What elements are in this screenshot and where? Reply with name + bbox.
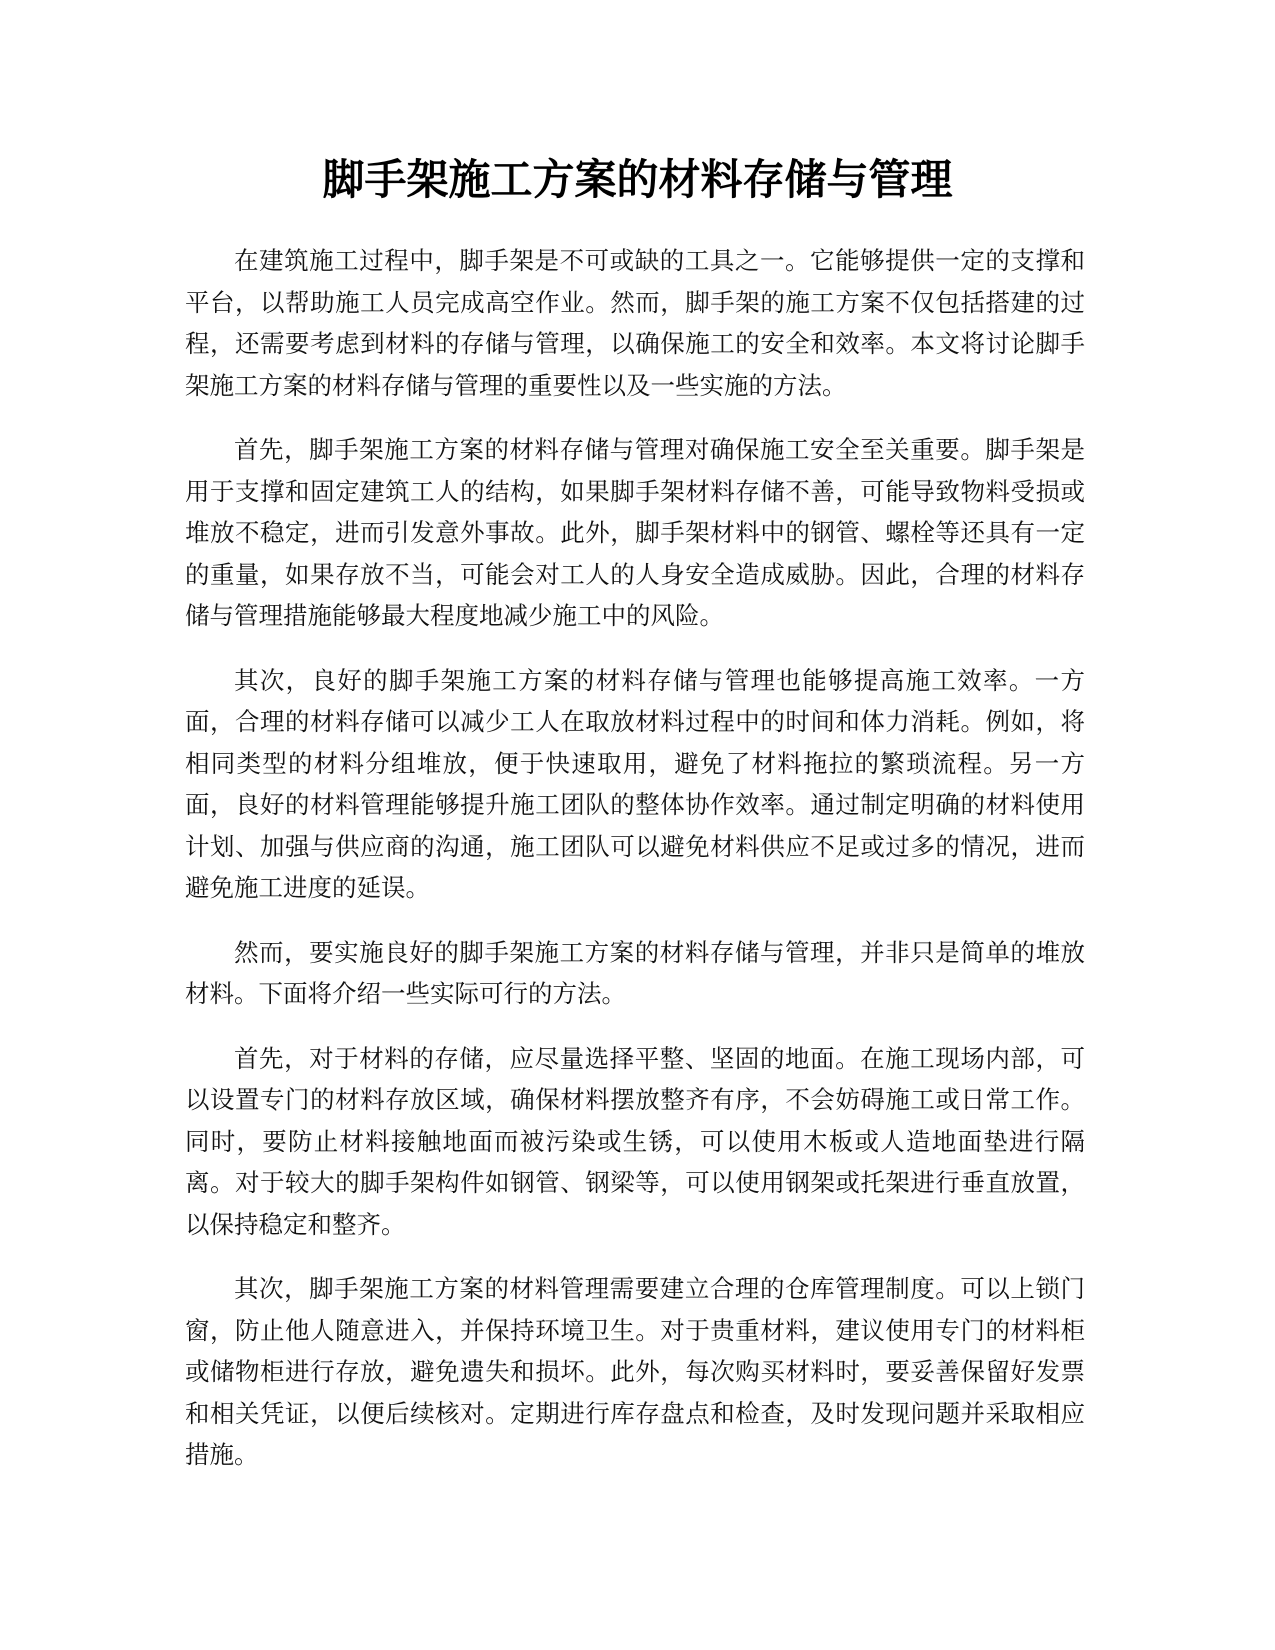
paragraph-storage: 首先，对于材料的存储，应尽量选择平整、坚固的地面。在施工现场内部，可以设置专门的材料存放区域，确保材料摆放整齐有序，不会妨碍施工或日常工作。同时，要防止材料接触地面而被污染或生锈，可以使用木板或人造地面垫进行隔离。对于较大的脚手架构件如钢管、钢梁等，可以使用钢架或托架进行垂直放置，以保持稳定和整齐。 — [185, 1043, 1085, 1239]
paragraph-efficiency: 其次，良好的脚手架施工方案的材料存储与管理也能够提高施工效率。一方面，合理的材料存储可以减少工人在取放材料过程中的时间和体力消耗。例如，将相同类型的材料分组堆放，便于快速取用，避免了材料拖拉的繁琐流程。另一方面，良好的材料管理能够提升施工团队的整体协作效率。通过制定明确的材料使用计划、加强与供应商的沟通，施工团队可以避免材料供应不足或过多的情况，进而避免施工进度的延误。 — [185, 665, 1085, 902]
document-body — [185, 240, 1085, 1499]
paragraph-intro: 在建筑施工过程中，脚手架是不可或缺的工具之一。它能够提供一定的支撑和平台，以帮助施工人员完成高空作业。然而，脚手架的施工方案不仅包括搭建的过程，还需要考虑到材料的存储与管理，以确保施工的安全和效率。本文将讨论脚手架施工方案的材料存储与管理的重要性以及一些实施的方法。 — [185, 246, 1085, 400]
paragraph-safety: 首先，脚手架施工方案的材料存储与管理对确保施工安全至关重要。脚手架是用于支撑和固定建筑工人的结构，如果脚手架材料存储不善，可能导致物料受损或堆放不稳定，进而引发意外事故。此外，脚手架材料中的钢管、螺栓等还具有一定的重量，如果存放不当，可能会对工人的人身安全造成威胁。因此，合理的材料存储与管理措施能够最大程度地减少施工中的风险。 — [185, 435, 1085, 630]
paragraph-methods-intro: 然而，要实施良好的脚手架施工方案的材料存储与管理，并非只是简单的堆放材料。下面将介绍一些实际可行的方法。 — [185, 937, 1085, 1008]
paragraph-management: 其次，脚手架施工方案的材料管理需要建立合理的仓库管理制度。可以上锁门窗，防止他人随意进入，并保持环境卫生。对于贵重材料，建议使用专门的材料柜或储物柜进行存放，避免遗失和损坏。此外，每次购买材料时，要妥善保留好发票和相关凭证，以便后续核对。定期进行库存盘点和检查，及时发现问题并采取相应措施。 — [185, 1274, 1085, 1469]
document-title: 脚手架施工方案的材料存储与管理 — [322, 155, 953, 204]
